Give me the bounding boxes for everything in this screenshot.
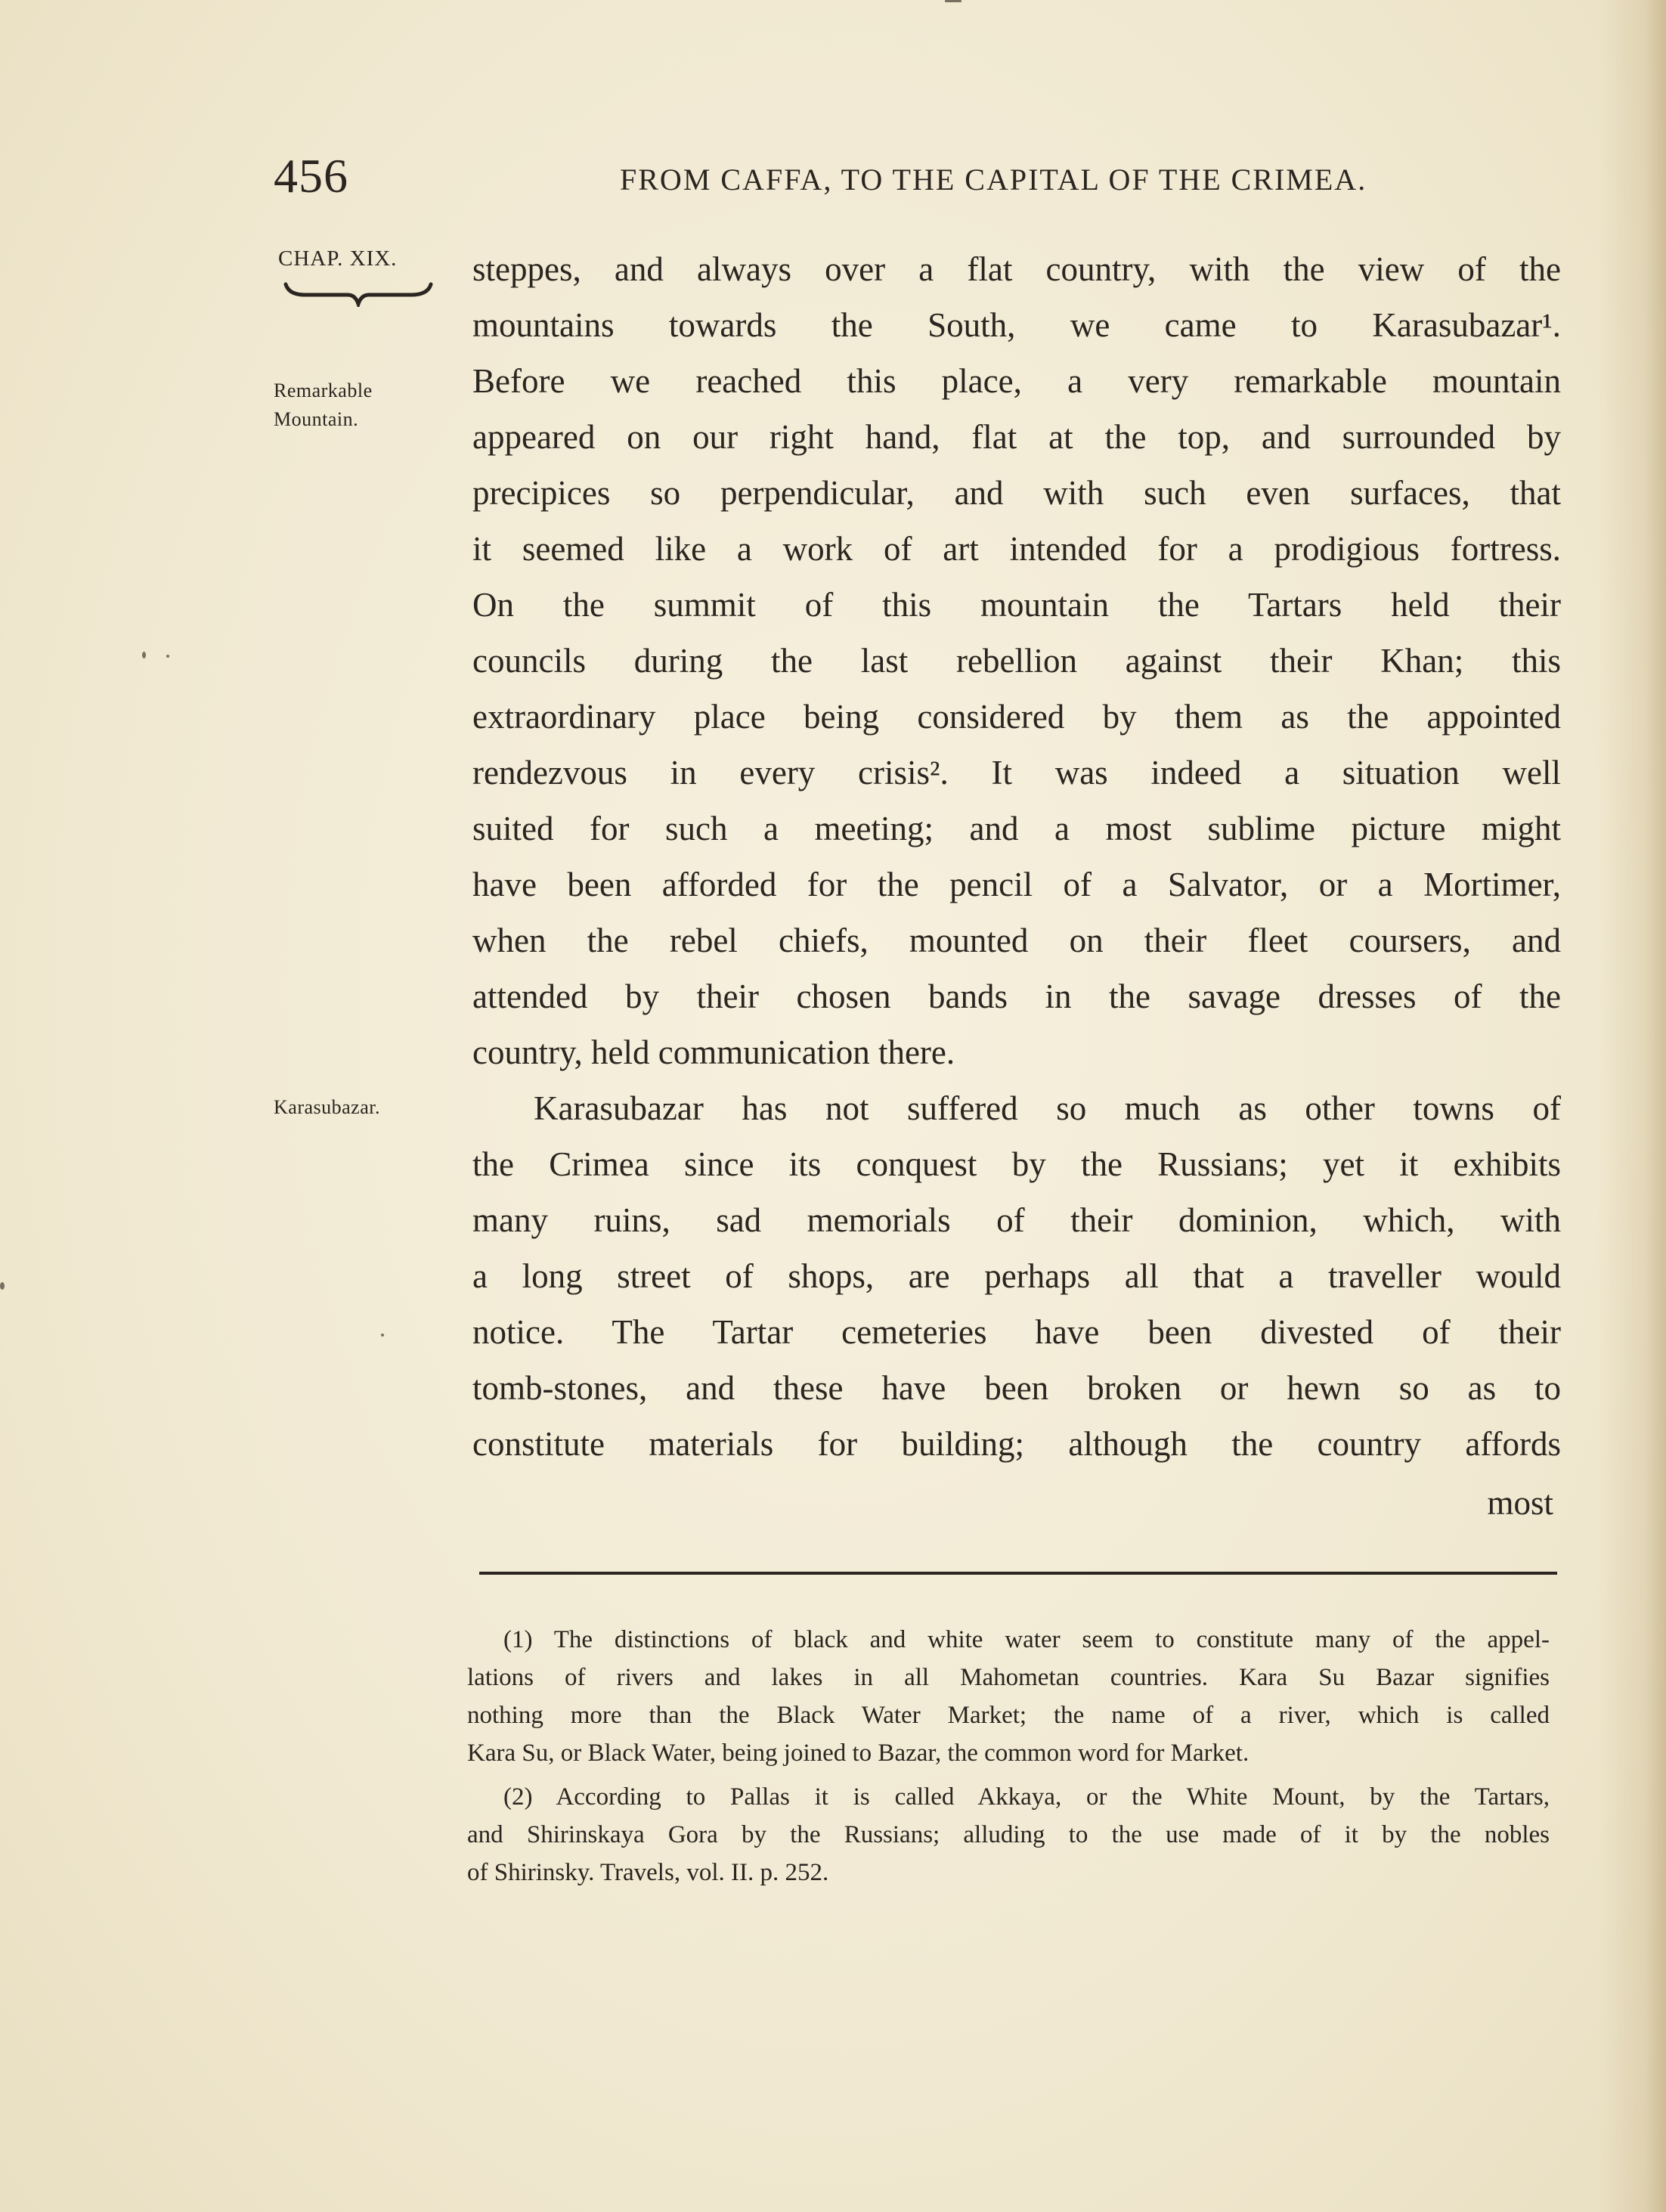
body-line: Before we reached this place, a very remarkable mountain [472,362,1561,400]
chapter-brace-ornament [283,280,434,307]
body-line: a long street of shops, are perhaps all that a traveller would [472,1257,1561,1295]
body-line: extraordinary place being considered by them as the appointed [472,698,1561,736]
body-line: attended by their chosen bands in the savage dresses of the [472,977,1561,1015]
body-line: rendezvous in every crisis². It was indeed a situation well [472,754,1561,792]
footnote-line: nothing more than the Black Water Market; the name of a river, which is called [467,1702,1550,1729]
body-line: it seemed like a work of art intended for a prodigious fortress. [472,530,1561,568]
paper-speck [381,1334,384,1337]
page-number: 456 [274,149,348,203]
catchword: most [1487,1484,1553,1522]
body-line: Karasubazar has not suffered so much as other towns of [534,1089,1561,1127]
footnote-line: lations of rivers and lakes in all Mahometan countries. Kara Su Bazar signifies [467,1664,1550,1691]
body-line: precipices so perpendicular, and with such even surfaces, that [472,474,1561,512]
footnote-line: and Shirinskaya Gora by the Russians; alluding to the use made of it by the nobles [467,1821,1550,1848]
body-line: councils during the last rebellion against their Khan; this [472,642,1561,680]
body-line: suited for such a meeting; and a most sublime picture might [472,810,1561,847]
footnote-line: (2) According to Pallas it is called Akkaya, or the White Mount, by the Tartars, [503,1783,1550,1811]
body-line: have been afforded for the pencil of a Salvator, or a Mortimer, [472,866,1561,903]
body-line: tomb-stones, and these have been broken or hewn so as to [472,1369,1561,1407]
footnote-line: (1) The distinctions of black and white water seem to constitute many of the appel- [503,1626,1550,1653]
footnote-line: Kara Su, or Black Water, being joined to Bazar, the common word for Market. [467,1740,1250,1767]
body-line: steppes, and always over a flat country, with the view of the [472,250,1561,288]
paper-speck [166,655,169,658]
margin-note-karasubazar: Karasubazar. [274,1096,380,1118]
body-line: appeared on our right hand, flat at the top, and surrounded by [472,418,1561,456]
body-line: the Crimea since its conquest by the Russians; yet it exhibits [472,1145,1561,1183]
running-title: FROM CAFFA, TO THE CAPITAL OF THE CRIMEA. [620,163,1367,197]
margin-note-remarkable-mountain: Remarkable Mountain. [274,380,373,430]
paper-speck [945,0,962,2]
body-line: On the summit of this mountain the Tartars held their [472,586,1561,624]
body-line: country, held communication there. [472,1033,955,1071]
margin-chapter-label: CHAP. XIX. [278,246,398,271]
body-line: constitute materials for building; although the country affords [472,1425,1561,1463]
body-line: when the rebel chiefs, mounted on their fleet coursers, and [472,922,1561,959]
body-line: mountains towards the South, we came to Karasubazar¹. [472,306,1561,344]
page-edge-shading [1598,0,1666,2212]
body-line: notice. The Tartar cemeteries have been divested of their [472,1313,1561,1351]
body-line: many ruins, sad memorials of their dominion, which, with [472,1201,1561,1239]
footnote-line: of Shirinsky. Travels, vol. II. p. 252. [467,1859,829,1886]
footnote-rule [479,1572,1557,1575]
paper-speck [0,1282,5,1290]
paper-speck [142,652,146,658]
